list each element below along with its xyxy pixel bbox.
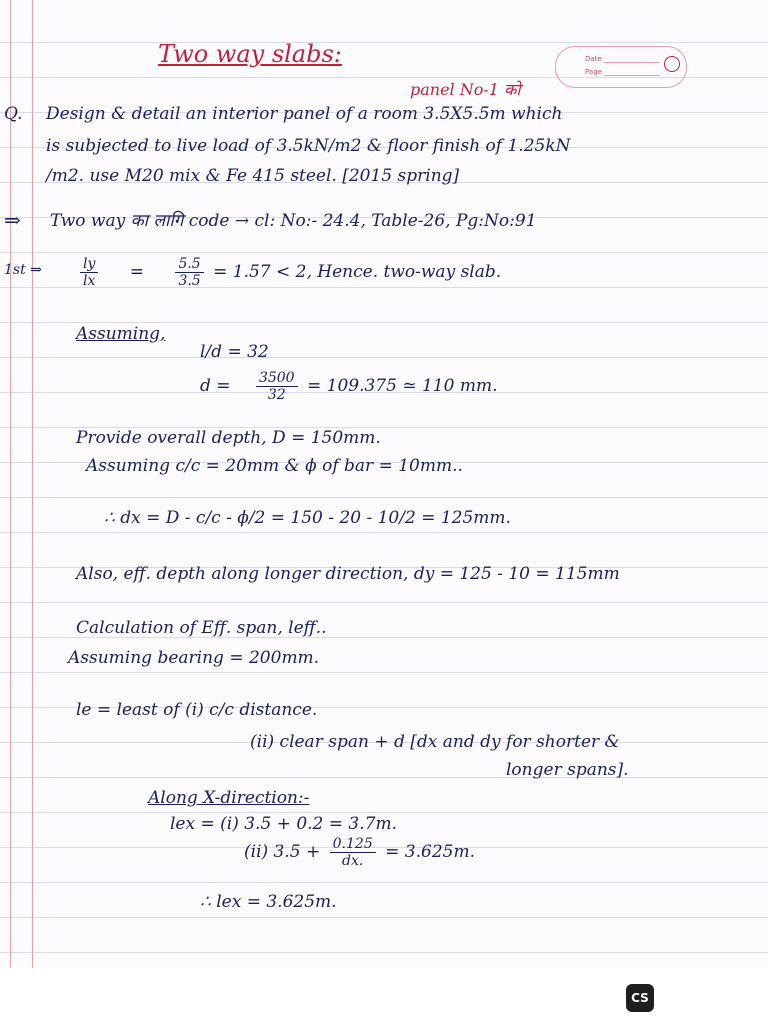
lex-option-1: lex = (i) 3.5 + 0.2 = 3.7m.	[170, 814, 397, 834]
ratio-eq-numerator: 5.5	[175, 256, 203, 273]
assume-cover: Assuming c/c = 20mm & ϕ of bar = 10mm..	[86, 456, 463, 476]
solution-arrow: ⇒	[4, 208, 21, 232]
effective-depth-x: ∴ dx = D - c/c - ϕ/2 = 150 - 20 - 10/2 = 125mm.	[104, 508, 511, 528]
le-criterion-3: longer spans].	[506, 760, 629, 780]
page-title: Two way slabs:	[158, 40, 342, 68]
aspect-ratio-line: $\frac{ly}{lx}$ = $\frac{5.5}{3.5}$ = 1.57 < 2, Hence. two-way slab.	[76, 256, 501, 289]
ratio-numerator: ly	[80, 256, 98, 273]
margin-line	[32, 0, 33, 968]
date-line	[604, 62, 660, 63]
circle-mark-icon	[664, 56, 680, 72]
lex-2-prefix: (ii) 3.5 +	[244, 842, 321, 862]
span-depth-ratio: l/d = 32	[200, 342, 269, 362]
calc-eff-span: Calculation of Eff. span, leff..	[76, 618, 327, 638]
page-line	[604, 75, 660, 76]
question-line-2: is subjected to live load of 3.5kN/m2 & floor finish of 1.25kN	[46, 136, 571, 156]
question-number: Q.	[4, 104, 23, 124]
code-reference: Two way का लागि code → cl: No:- 24.4, Table-26, Pg:No:91	[50, 211, 537, 231]
camscanner-logo-icon: CS	[626, 984, 654, 1012]
lex-final: ∴ lex = 3.625m.	[200, 892, 337, 912]
ratio-eq-denominator: 3.5	[178, 273, 201, 289]
assuming-label: Assuming,	[76, 324, 166, 344]
effective-depth-y: Also, eff. depth along longer direction, dy = 125 - 10 = 115mm	[76, 564, 620, 584]
bearing-assumption: Assuming bearing = 200mm.	[68, 648, 320, 668]
le-criterion-2: (ii) clear span + d [dx and dy for shorter &	[250, 732, 620, 752]
depth-calculation	[200, 370, 497, 403]
ratio-result: = 1.57 < 2, Hence. two-way slab.	[213, 262, 502, 282]
page-label: Page	[585, 68, 602, 76]
d-denominator: 32	[267, 387, 286, 403]
step-marker: 1st ⇒	[4, 262, 42, 278]
question-line-3: /m2. use M20 mix & Fe 415 steel. [2015 spring]	[46, 166, 460, 186]
d-result: = 109.375 ≃ 110 mm.	[306, 376, 498, 396]
date-label: Date	[585, 55, 602, 63]
lex-option-2	[244, 836, 475, 869]
lex-2-numerator: 0.125	[330, 836, 376, 853]
question-line-1: Design & detail an interior panel of a room 3.5X5.5m which	[46, 104, 563, 124]
margin-line-outer	[10, 0, 11, 968]
panel-note: panel No-1 को	[410, 80, 521, 99]
ratio-denominator: lx	[83, 273, 96, 289]
along-x-heading: Along X-direction:-	[148, 788, 310, 808]
overall-depth: Provide overall depth, D = 150mm.	[76, 428, 381, 448]
lex-2-result: = 3.625m.	[385, 842, 475, 862]
le-criterion-1: le = least of (i) c/c distance.	[76, 700, 318, 720]
d-numerator: 3500	[256, 370, 298, 387]
lex-2-note: dx.	[342, 853, 364, 869]
d-label: d =	[200, 376, 231, 396]
